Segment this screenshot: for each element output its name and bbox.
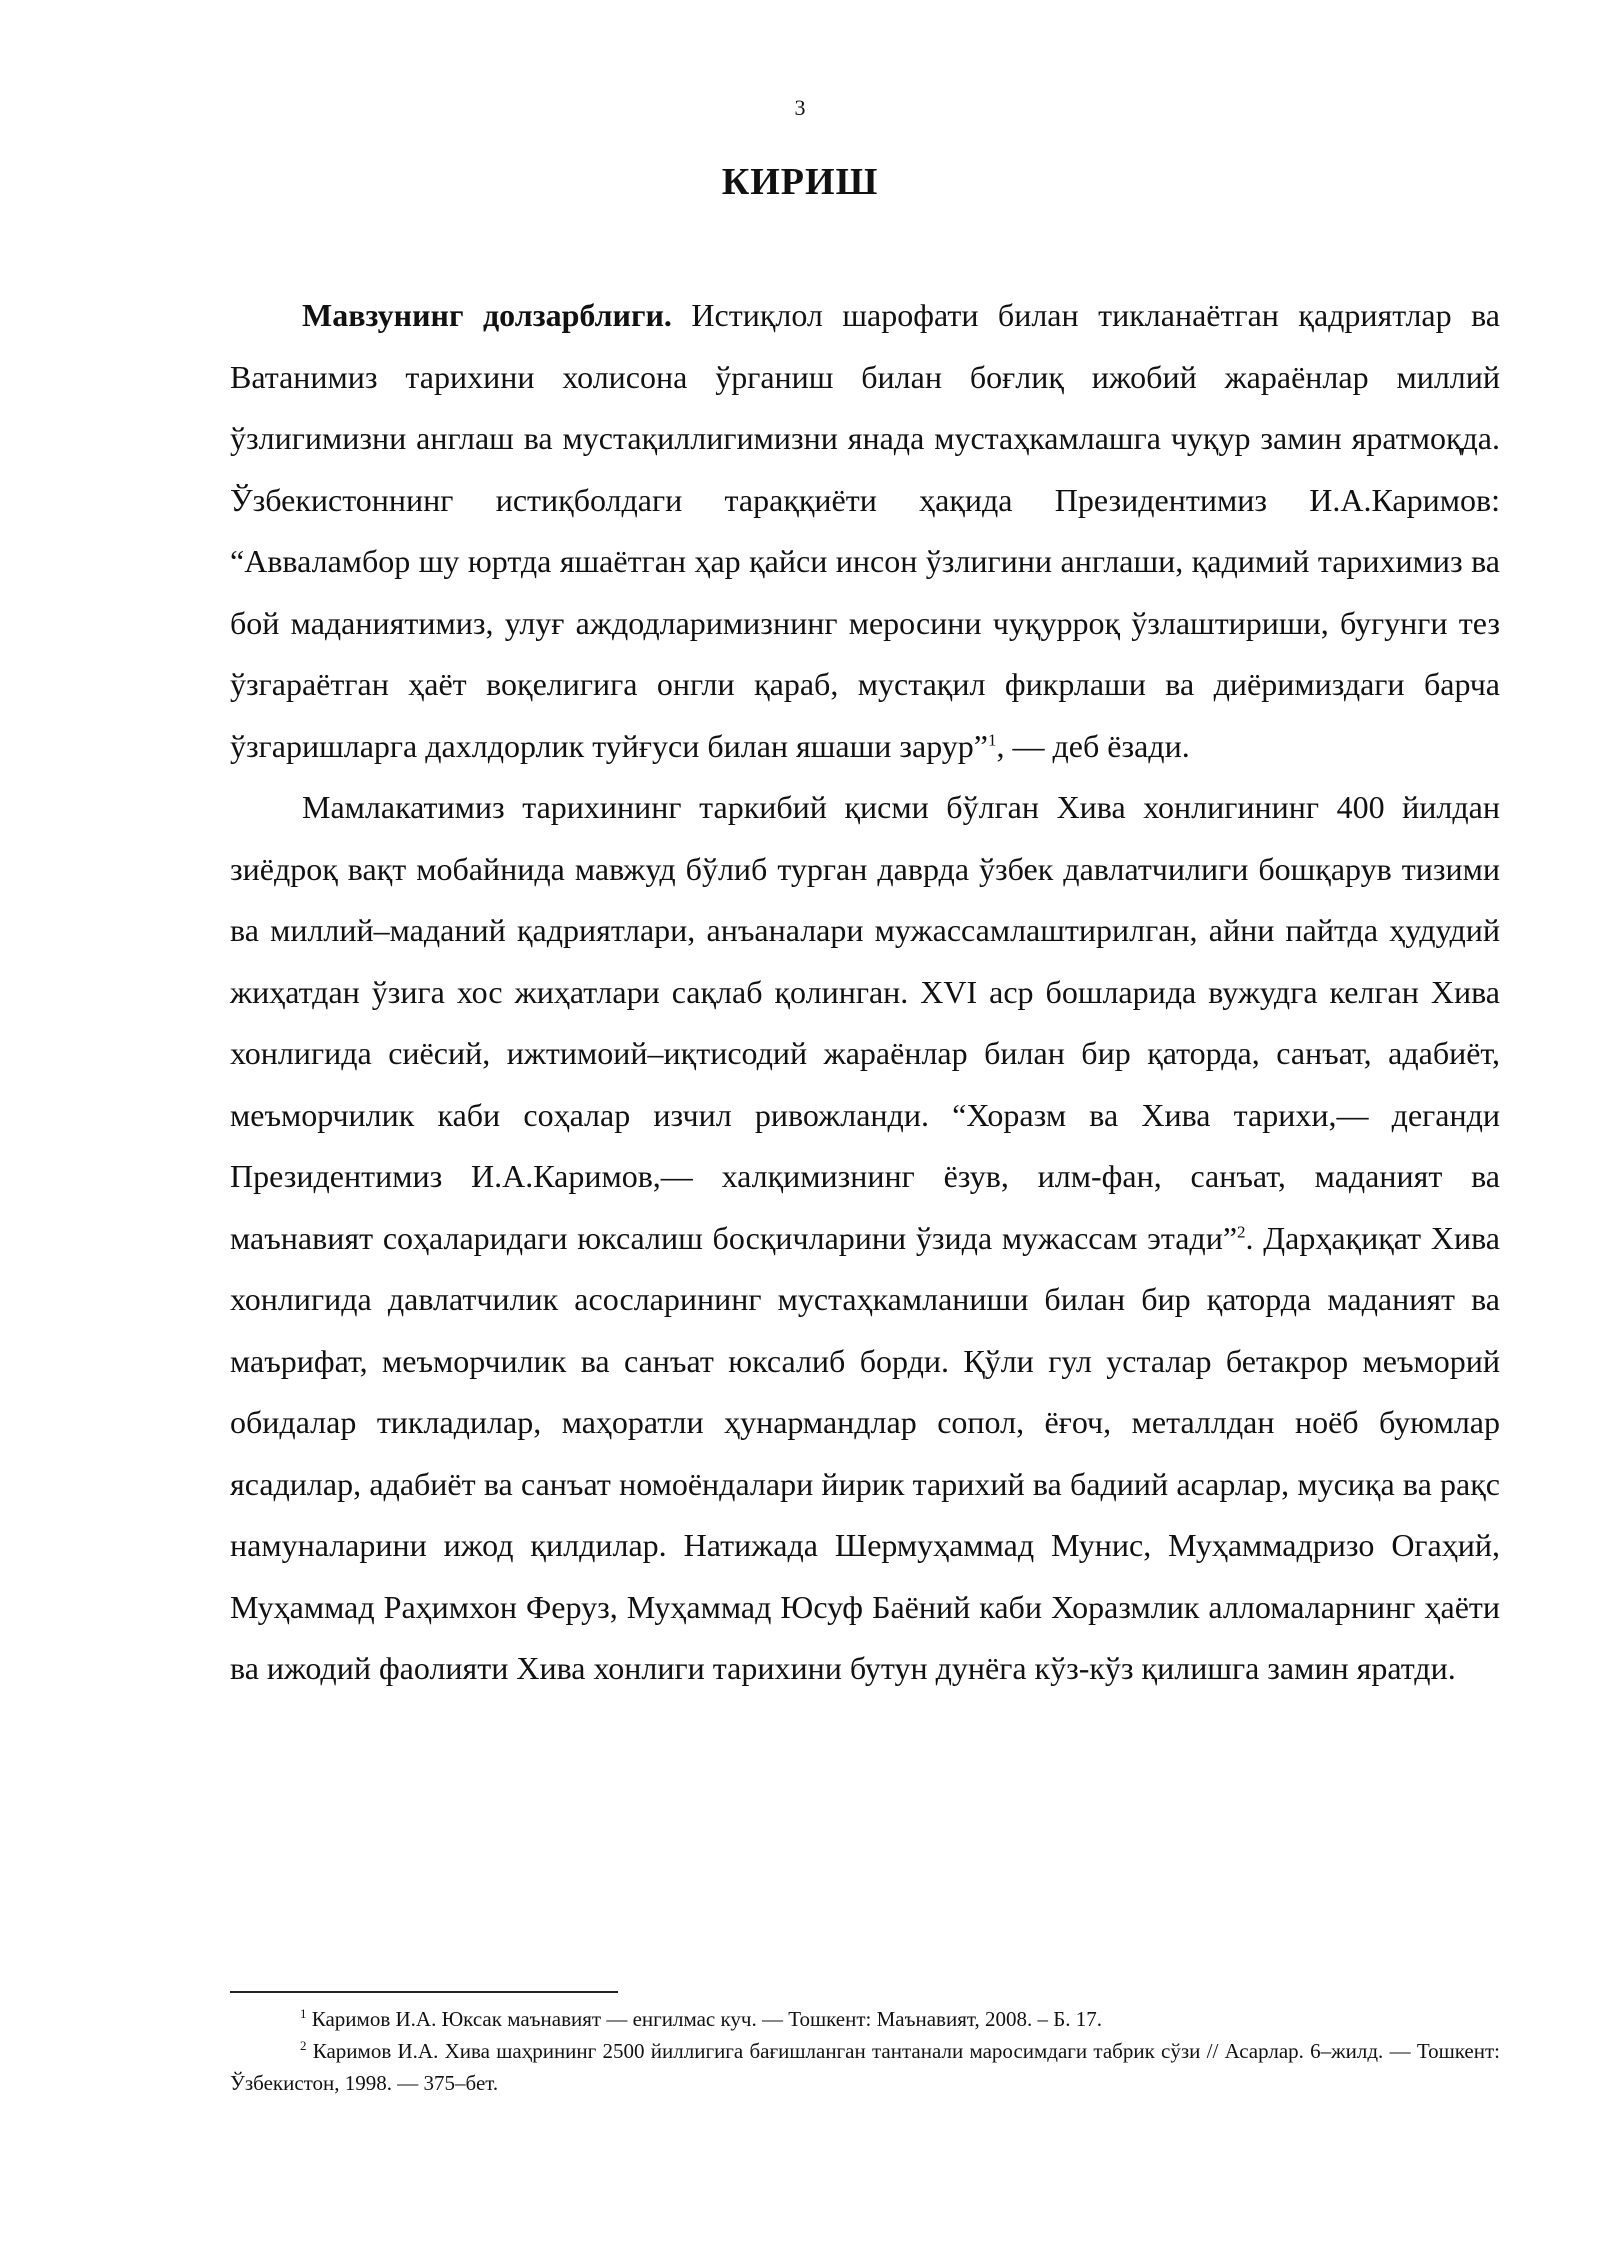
footnote-item xyxy=(230,2003,1500,2035)
paragraph-text: Мамлакатимиз тарихининг таркибий қисми бўлган Хива хонлигининг 400 йилдан зиёдроқ вақт мобайнида мавжуд бўлиб турган даврда ўзбек давлатчилиги бошқарув тизими ва миллий–маданий қадриятлари, анъаналари мужассамлаштирилган, айни пайтда ҳудудий жиҳатдан ўзига хос жиҳатлари сақлаб қолинган. XVI аср бошларида вужудга келган Хива хонлигида сиёсий, ижтимоий–иқтисодий жараёнлар билан бир қаторда, санъат, адабиёт, меъморчилик каби соҳалар изчил ривожланди. “Хоразм ва Хива тарихи,— деганди Президентимиз И.А.Каримов,— халқимизнинг ёзув, илм-фан, санъат, маданият ва маънавият соҳаларидаги юксалиш босқичларини ўзида мужассам этади” xyxy=(230,789,1500,1256)
footnote-reference[interactable]: 1 xyxy=(987,729,997,749)
paragraph-history xyxy=(230,777,1500,1700)
paragraph-relevance xyxy=(230,285,1500,777)
footnote-reference[interactable]: 2 xyxy=(1237,1221,1246,1241)
paragraph-lead: Мавзунинг долзарблиги. xyxy=(302,297,672,333)
footnote-text: Каримов И.А. Юксак маънавият — енгилмас куч. — Тошкент: Маънавият, 2008. – Б. 17. xyxy=(306,2007,1103,2031)
footnotes xyxy=(230,2003,1500,2099)
paragraph-tail: , — деб ёзади. xyxy=(996,727,1190,764)
footnote-mark: 2 xyxy=(300,2038,307,2053)
paragraph-text: Истиқлол шарофати билан тикланаётган қадриятлар ва Ватанимиз тарихини холисона ўрганиш билан боғлиқ ижобий жараёнлар миллий ўзлигимизни англаш ва мустақиллигимизни янада мустаҳкамлашга чуқур замин яратмоқда. Ўзбекистоннинг истиқболдаги тараққиёти ҳақида Президентимиз И.А.Каримов: “Авваламбор шу юртда яшаётган ҳар қайси инсон ўзлигини англаши, қадимий тарихимиз ва бой маданиятимиз, улуғ аждодларимизнинг меросини чуқурроқ ўзлаштириши, бугунги тез ўзгараётган ҳаёт воқелигига онгли қараб, мустақил фикрлаши ва диёримиздаги барча ўзгаришларга дахлдорлик туйғуси билан яшаши зарур” xyxy=(230,297,1501,764)
page-title: КИРИШ xyxy=(721,161,879,203)
page-number: 3 xyxy=(794,95,806,120)
main-text xyxy=(230,285,1500,1700)
footnote-item xyxy=(230,2035,1500,2099)
footnote-mark: 1 xyxy=(300,2006,307,2021)
paragraph-tail: . Дарҳақиқат Хива хонлигида давлатчилик асосларининг мустаҳкамланиши билан бир қаторда маданият ва маърифат, меъморчилик ва санъат юксалиб борди. Қўли гул усталар бетакрор меъморий обидалар тикладилар, маҳоратли ҳунармандлар сопол, ёғоч, металлдан ноёб буюмлар ясадилар, адабиёт ва санъат номоёндалари йирик тарихий ва бадиий асарлар, мусиқа ва рақс намуналарини ижод қилдилар. Натижада Шермуҳаммад Мунис, Муҳаммадризо Огаҳий, Муҳаммад Раҳимхон Феруз, Муҳаммад Юсуф Баёний каби Хоразмлик алломаларнинг ҳаёти ва ижодий фаолияти Хива хонлиги тарихини бутун дунёга кўз-кўз қилишга замин яратди. xyxy=(230,1219,1501,1686)
footnote-text: Каримов И.А. Хива шаҳрининг 2500 йиллигига бағишланган тантанали маросимдаги табрик сўзи // Асарлар. 6–жилд. — Тошкент: Ўзбекистон, 1998. — 375–бет. xyxy=(230,2039,1500,2095)
footnote-divider xyxy=(230,1991,618,1993)
